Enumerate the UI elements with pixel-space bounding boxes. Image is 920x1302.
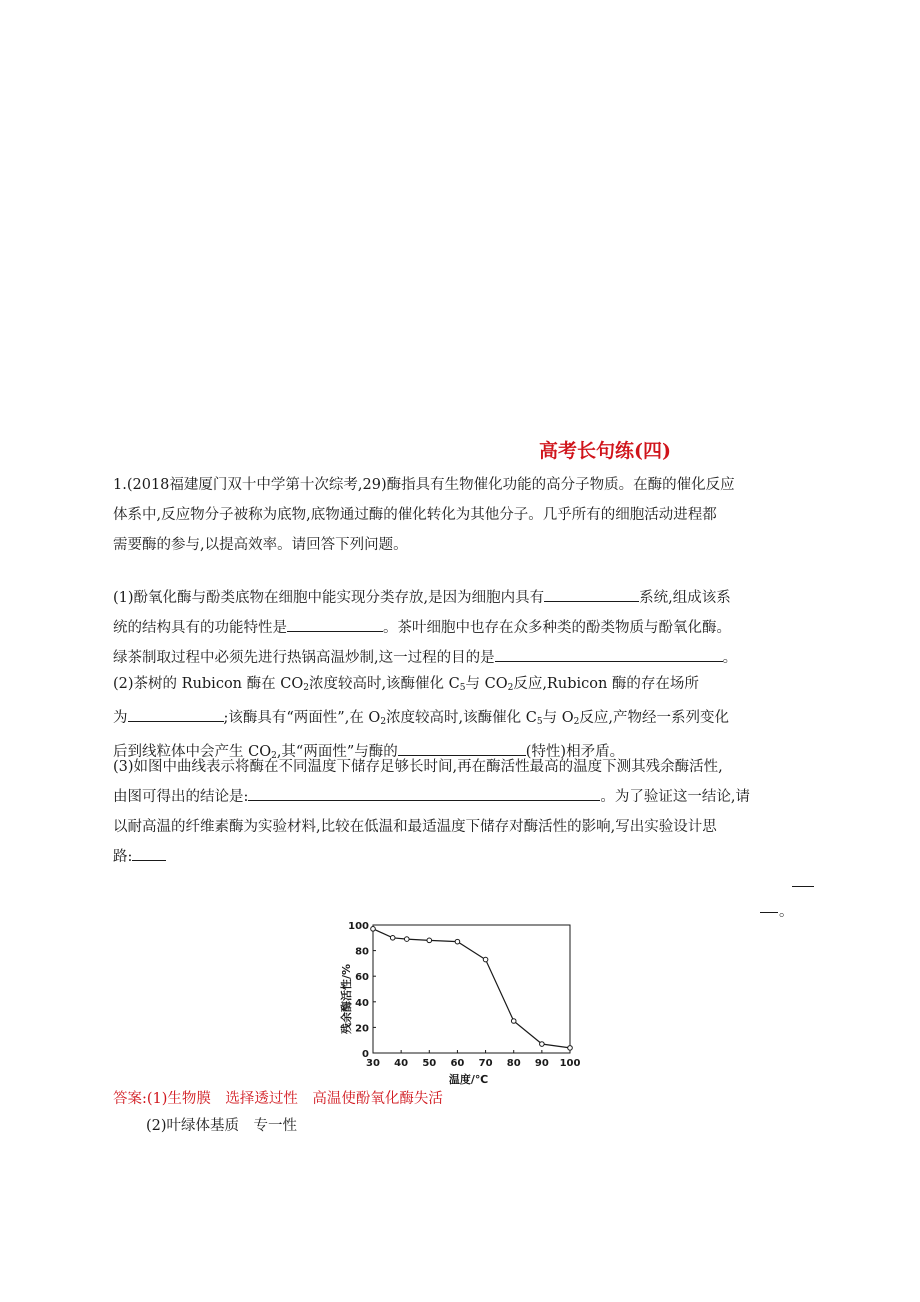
answer-blank[interactable] bbox=[248, 786, 600, 801]
x-axis-label: 温度/℃ bbox=[448, 1073, 489, 1086]
answer-blank[interactable] bbox=[132, 846, 166, 861]
question-intro bbox=[113, 470, 813, 560]
data-point bbox=[540, 1042, 545, 1047]
intro-line: 需要酶的参与,以提高效率。请回答下列问题。 bbox=[113, 537, 408, 553]
y-tick-label: 0 bbox=[362, 1049, 369, 1060]
part2-text: 后到线粒体中会产生 CO bbox=[113, 744, 272, 760]
data-point bbox=[511, 1019, 516, 1024]
data-point bbox=[455, 939, 460, 944]
series-line bbox=[373, 929, 570, 1048]
page-title: 高考长句练(四) bbox=[539, 440, 671, 462]
part1-text: 系统,组成该系 bbox=[639, 590, 731, 606]
answer-line: (1)生物膜 选择透过性 高温使酚氧化酶失活 bbox=[146, 1091, 443, 1107]
plot-frame bbox=[373, 925, 570, 1053]
part-3 bbox=[113, 752, 813, 872]
data-point bbox=[427, 938, 432, 943]
answer-label: 答案: bbox=[113, 1091, 147, 1107]
part2-text: 为 bbox=[113, 710, 128, 726]
y-tick-label: 20 bbox=[355, 1023, 369, 1035]
data-point bbox=[404, 937, 409, 942]
subscript: 2 bbox=[507, 683, 514, 693]
part2-text: 浓度较高时,该酶催化 C bbox=[386, 710, 537, 726]
intro-line: 体系中,反应物分子被称为底物,底物通过酶的催化转化为其他分子。几乎所有的细胞活动进程都 bbox=[113, 507, 717, 523]
answer-blank[interactable] bbox=[128, 707, 224, 722]
x-tick-label: 30 bbox=[366, 1058, 380, 1069]
part2-text: 反应,产物经一系列变化 bbox=[579, 710, 729, 726]
y-tick-label: 80 bbox=[355, 946, 369, 958]
part2-text: ,其“两面性”与酶的 bbox=[276, 744, 398, 760]
part3-text: (3)如图中曲线表示将酶在不同温度下储存足够长时间,再在酶活性最高的温度下测其残余酶活性, bbox=[113, 759, 723, 775]
answer-blank[interactable] bbox=[495, 647, 723, 662]
part-1 bbox=[113, 583, 813, 673]
answer-blank[interactable] bbox=[544, 587, 639, 602]
subscript: 2 bbox=[573, 717, 580, 727]
part1-text: 。 bbox=[722, 650, 738, 666]
part1-text: 统的结构具有的功能特性是 bbox=[113, 620, 287, 636]
y-tick-label: 100 bbox=[348, 921, 369, 932]
part1-text: 绿茶制取过程中必须先进行热锅高温炒制,这一过程的目的是 bbox=[113, 650, 495, 666]
y-tick-label: 60 bbox=[355, 972, 369, 984]
part2-text: 反应,Rubicon 酶的存在场所 bbox=[513, 676, 699, 692]
part2-text: (特性)相矛盾。 bbox=[525, 744, 625, 760]
subscript: 2 bbox=[271, 751, 277, 761]
x-tick-label: 40 bbox=[394, 1058, 409, 1069]
subscript: 2 bbox=[303, 683, 309, 693]
part2-text: (2)茶树的 Rubicon 酶在 CO bbox=[113, 676, 304, 692]
answer-block bbox=[146, 1114, 297, 1138]
x-tick-label: 100 bbox=[559, 1058, 581, 1069]
data-point bbox=[390, 936, 395, 941]
x-tick-label: 60 bbox=[450, 1058, 465, 1069]
part2-text: 与 CO bbox=[465, 676, 508, 692]
part1-text: (1)酚氧化酶与酚类底物在细胞中能实现分类存放,是因为细胞内具有 bbox=[113, 590, 545, 606]
part3-text: 路: bbox=[113, 849, 133, 865]
end-period: 。 bbox=[779, 904, 794, 920]
x-tick-label: 90 bbox=[534, 1058, 549, 1069]
answer-blank[interactable] bbox=[760, 912, 778, 913]
x-tick-label: 70 bbox=[478, 1058, 493, 1069]
enzyme-activity-chart bbox=[330, 915, 590, 1087]
y-tick-label: 40 bbox=[355, 997, 369, 1009]
subscript: 5 bbox=[536, 717, 543, 727]
subscript: 2 bbox=[380, 717, 387, 727]
part3-text: 以耐高温的纤维素酶为实验材料,比较在低温和最适温度下储存对酶活性的影响,写出实验设计思 bbox=[113, 819, 717, 835]
part3-text: 。为了验证这一结论,请 bbox=[600, 789, 750, 805]
data-point bbox=[371, 927, 376, 932]
answer-line: (2)叶绿体基质 专一性 bbox=[146, 1118, 298, 1134]
data-point bbox=[483, 957, 488, 962]
part2-text: 与 O bbox=[542, 710, 574, 726]
intro-line: 1.(2018福建厦门双十中学第十次综考,29)酶指具有生物催化功能的高分子物质。在酶的催化反应 bbox=[113, 477, 735, 493]
answer-blank[interactable] bbox=[287, 617, 383, 632]
part1-text: 。茶叶细胞中也存在众多种类的酚类物质与酚氧化酶。 bbox=[383, 620, 731, 636]
part3-text: 由图可得出的结论是: bbox=[113, 789, 249, 805]
part2-text: 浓度较高时,该酶催化 C bbox=[308, 676, 460, 692]
subscript: 5 bbox=[459, 683, 466, 693]
x-tick-label: 50 bbox=[422, 1058, 437, 1069]
answer-block bbox=[113, 1087, 443, 1111]
y-axis-label: 残余酶活性/% bbox=[340, 963, 353, 1035]
x-tick-label: 80 bbox=[506, 1058, 521, 1069]
answer-blank[interactable] bbox=[792, 886, 814, 887]
data-point bbox=[568, 1046, 573, 1051]
part2-text: ;该酶具有“两面性”,在 O bbox=[223, 710, 381, 726]
